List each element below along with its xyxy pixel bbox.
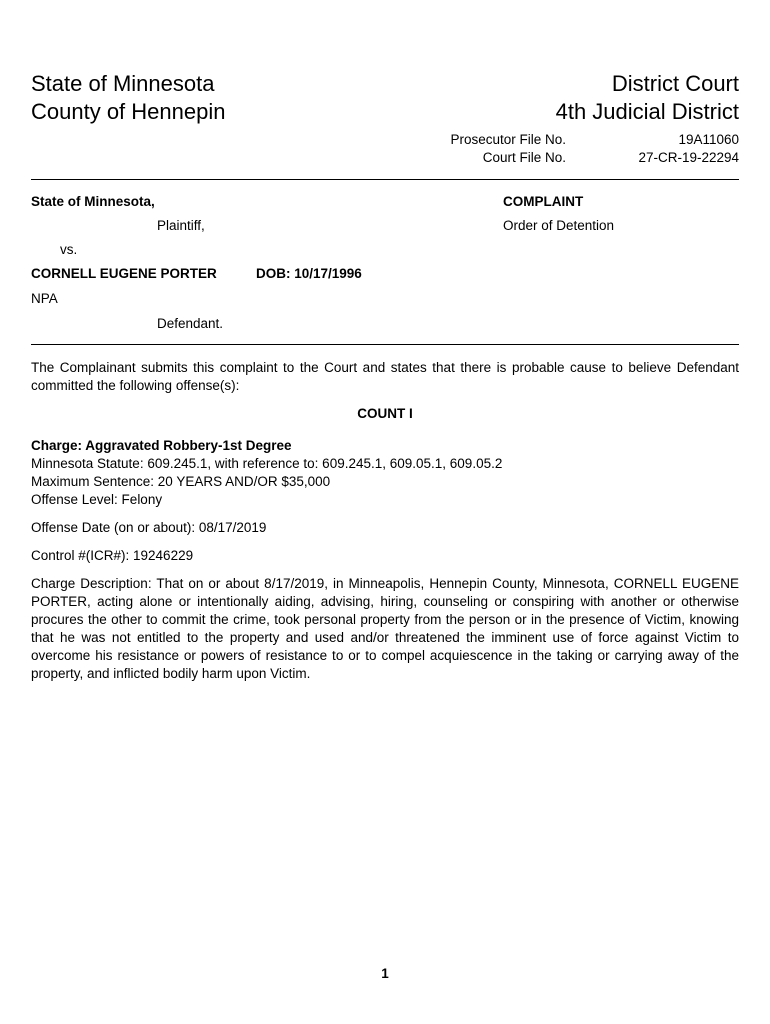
top-divider — [31, 179, 739, 180]
control-number-line: Control #(ICR#): 19246229 — [31, 548, 194, 563]
state-heading: State of Minnesota — [31, 71, 215, 96]
offense-date-line: Offense Date (on or about): 08/17/2019 — [31, 520, 267, 535]
offense-level-line: Offense Level: Felony — [31, 492, 163, 507]
plaintiff-name: State of Minnesota, — [31, 194, 155, 209]
county-heading: County of Hennepin — [31, 99, 226, 124]
page-number: 1 — [381, 966, 389, 981]
jurisdiction-block — [31, 70, 225, 126]
court-heading: District Court — [611, 71, 739, 96]
prosecutor-file-value: 19A11060 — [678, 132, 739, 147]
count-title: COUNT I — [357, 406, 413, 421]
statute-line: Minnesota Statute: 609.245.1, with reference to: 609.245.1, 609.05.1, 609.05.2 — [31, 456, 503, 471]
court-block — [556, 70, 739, 126]
defendant-dob: DOB: 10/17/1996 — [256, 266, 362, 281]
plaintiff-label: Plaintiff, — [157, 218, 205, 233]
file-numbers — [420, 131, 739, 167]
prosecutor-file-label: Prosecutor File No. — [450, 132, 566, 147]
versus-text: vs. — [60, 242, 78, 257]
intro-paragraph: The Complainant submits this complaint to the Court and states that there is probable cause to believe Defendant committed the following offense(s): — [31, 360, 739, 393]
court-file-row — [420, 149, 739, 167]
charge-heading: Charge: Aggravated Robbery-1st Degree — [31, 438, 292, 453]
defendant-label: Defendant. — [157, 316, 224, 331]
defendant-name: CORNELL EUGENE PORTER — [31, 266, 217, 281]
court-file-value: 27-CR-19-22294 — [638, 150, 739, 165]
complaint-subtype: Order of Detention — [503, 218, 615, 233]
max-sentence-line: Maximum Sentence: 20 YEARS AND/OR $35,000 — [31, 474, 331, 489]
charge-description: Charge Description: That on or about 8/17/2019, in Minneapolis, Hennepin County, Minnesota, CORNELL EUGENE PORTER, acting alone or intentionally aiding, advising, hiring, counseling or conspiring with another or otherwise procures the other to commit the crime, took personal property from the person or in the presence of Victim, knowing that he was not entitled to the property and used and/or threatened the imminent use of force against Victim to overcome his resistance or powers of resistance to or to compel acquiescence in the taking or carrying away of the property, and inflicted bodily harm upon Victim. — [31, 576, 739, 681]
district-heading: 4th Judicial District — [555, 99, 739, 124]
court-file-label: Court File No. — [482, 150, 566, 165]
prosecutor-file-row — [420, 131, 739, 149]
defendant-address: NPA — [31, 291, 58, 306]
complaint-title: COMPLAINT — [503, 194, 584, 209]
caption-divider — [31, 344, 739, 345]
